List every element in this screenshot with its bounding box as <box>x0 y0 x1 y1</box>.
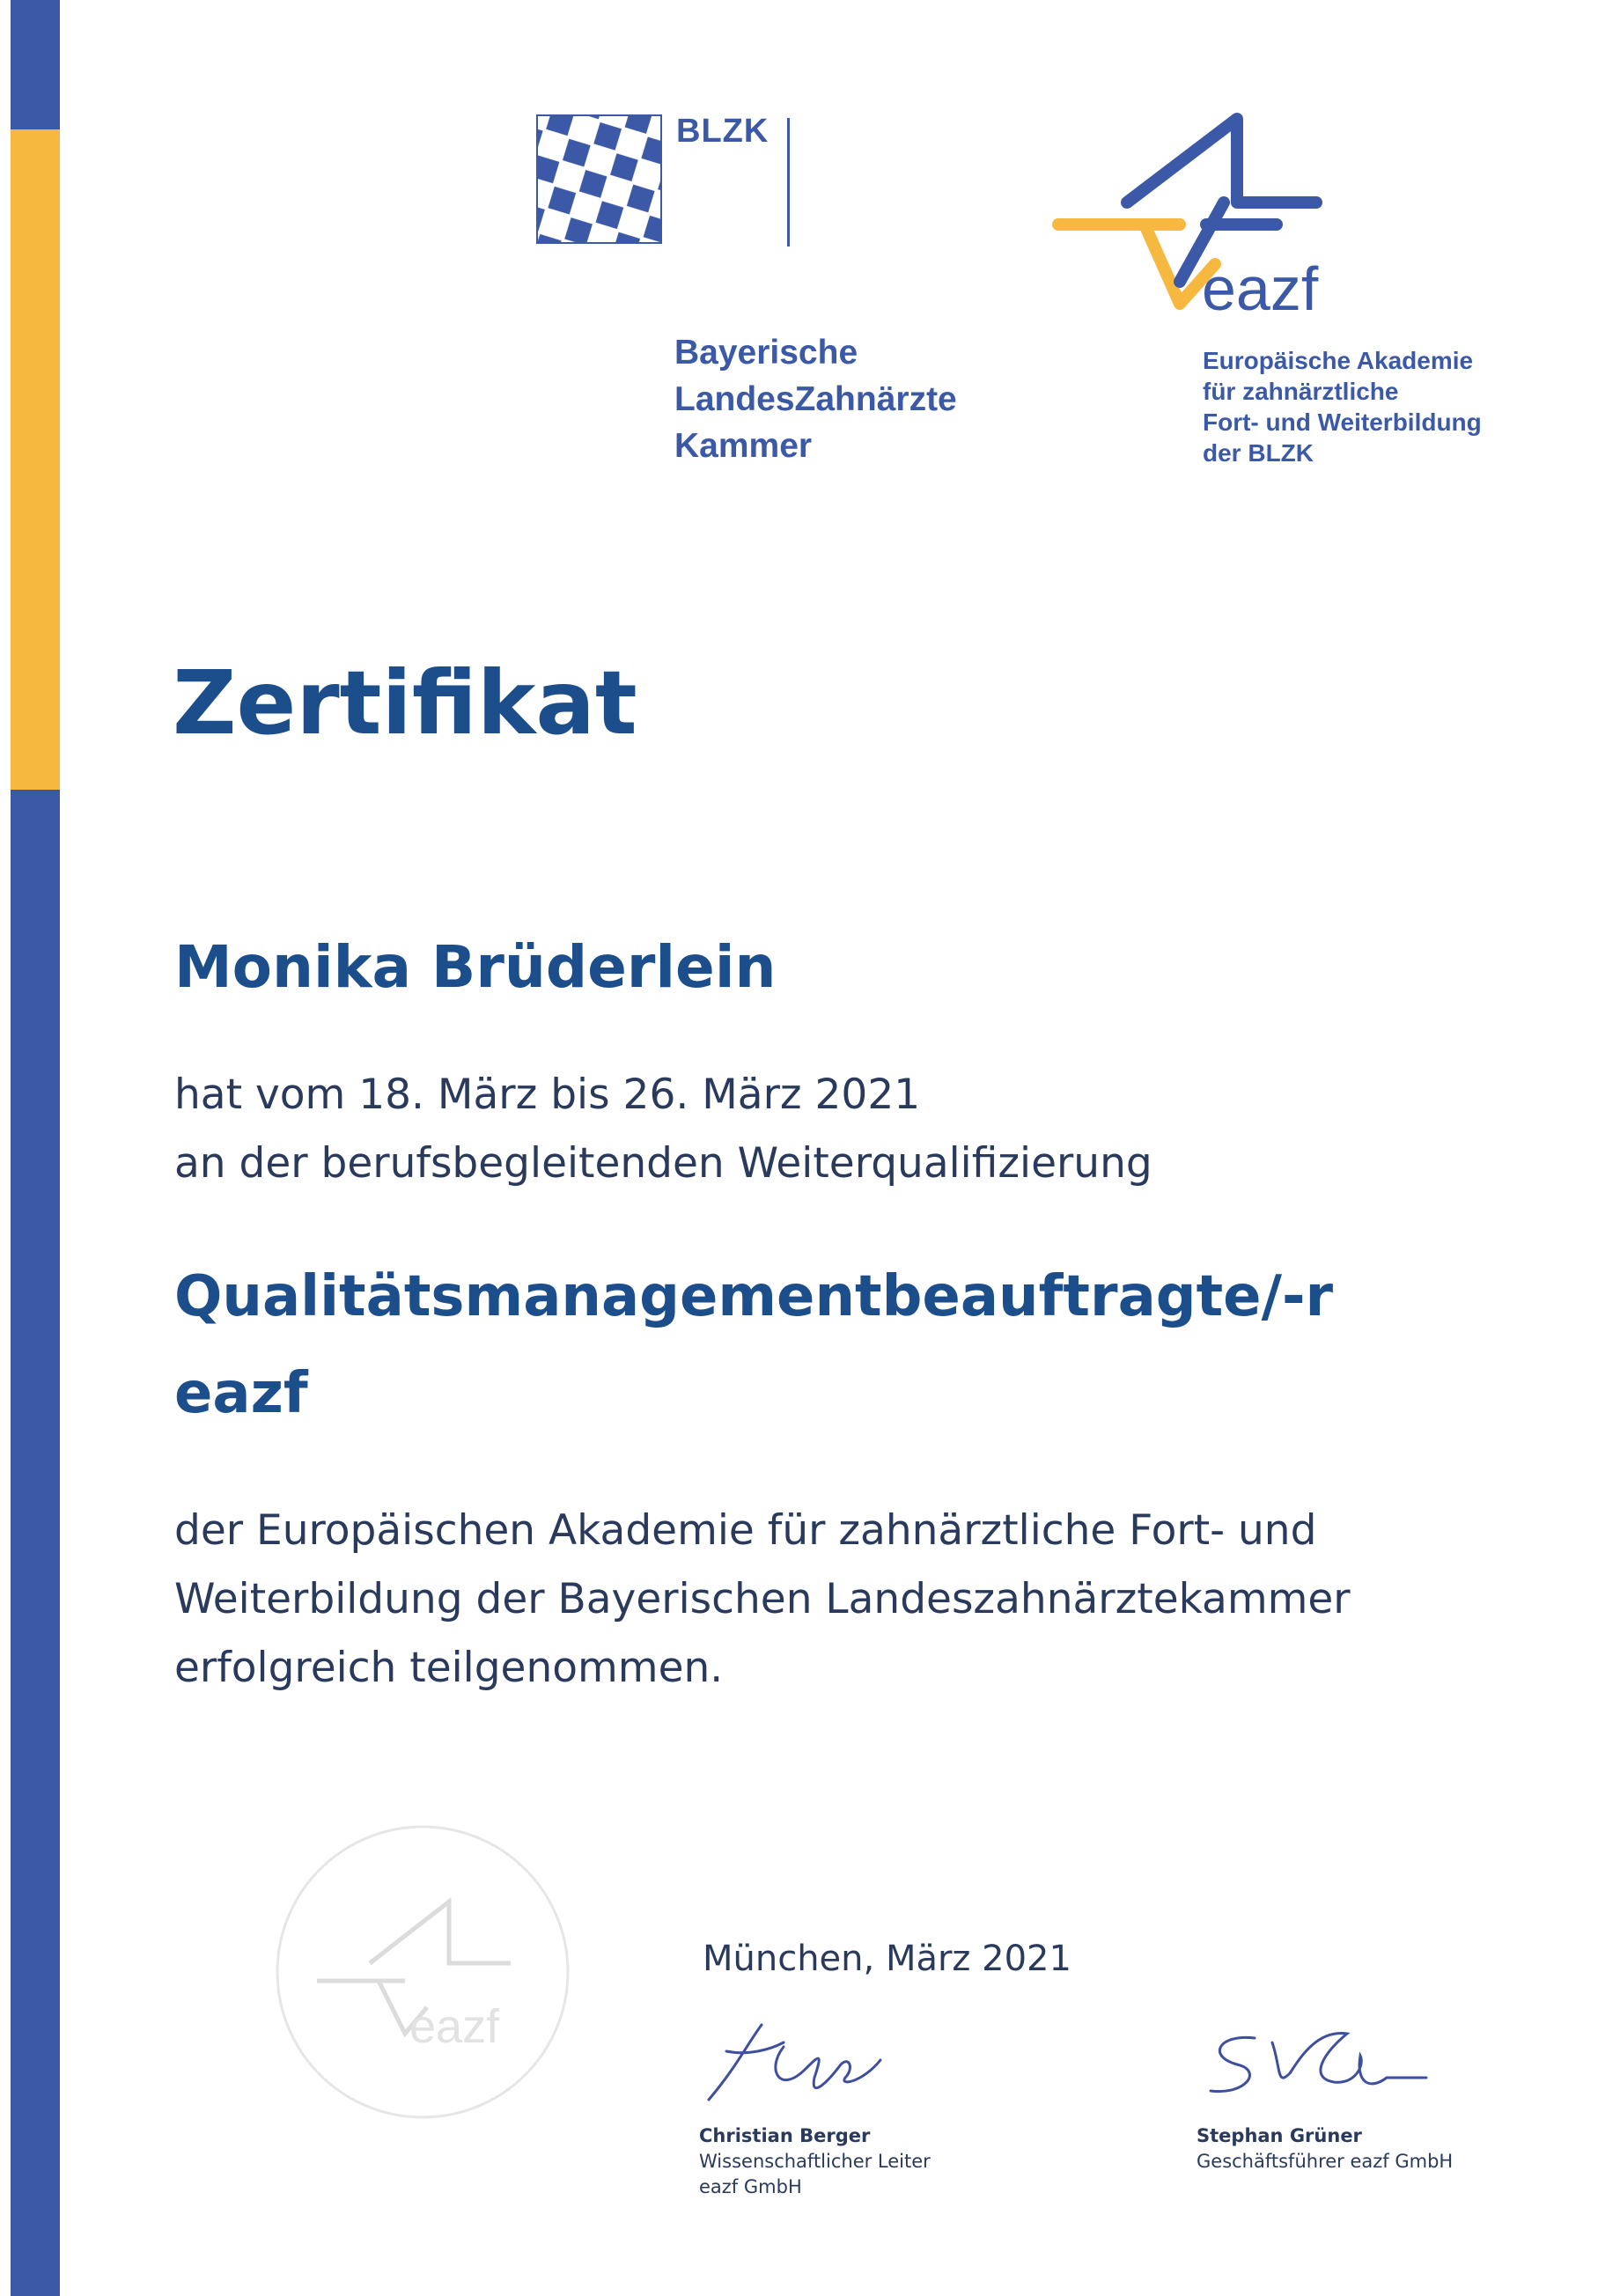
signatory-right <box>1197 2123 1453 2175</box>
bavarian-lozenge-flag-icon <box>536 114 662 244</box>
left-stripe-yellow <box>11 129 60 790</box>
signature-stephan-gruener-icon <box>1193 2016 1431 2113</box>
course-title-line: Qualitätsmanagementbeauftragte/-r <box>174 1264 1334 1329</box>
certificate-title: Zertifikat <box>173 651 637 754</box>
closing-line: der Europäischen Akademie für zahnärztliche Fort- und <box>174 1506 1317 1555</box>
logo-divider <box>787 118 790 247</box>
signatory-name: Stephan Grüner <box>1197 2125 1362 2146</box>
closing-line: Weiterbildung der Bayerischen Landeszahnärztekammer <box>174 1575 1351 1623</box>
recipient-name: Monika Brüderlein <box>174 933 777 1001</box>
embossed-seal-icon <box>273 1822 572 2122</box>
signatory-left <box>699 2123 931 2200</box>
seal-text: eazf <box>409 2000 500 2053</box>
course-title-line: eazf <box>174 1361 308 1426</box>
eazf-full-name <box>1203 345 1482 468</box>
course-intro-line: an der berufsbegleitenden Weiterqualifizierung <box>174 1139 1152 1188</box>
left-stripe-blue-bottom <box>11 790 60 2296</box>
closing-line: erfolgreich teilgenommen. <box>174 1644 724 1692</box>
blzk-name-line: Kammer <box>674 427 813 465</box>
eazf-name-line: Fort- und Weiterbildung <box>1203 408 1482 436</box>
eazf-name-line: für zahnärztliche <box>1203 378 1399 405</box>
blzk-abbreviation: BLZK <box>676 113 770 150</box>
date-range-line: hat vom 18. März bis 26. März 2021 <box>174 1071 921 1119</box>
signatory-role: Wissenschaftlicher Leiter <box>699 2151 931 2172</box>
closing-statement <box>174 1497 1351 1703</box>
left-stripe-blue-top <box>11 0 60 129</box>
signatory-org: eazf GmbH <box>699 2176 802 2197</box>
eazf-wordmark: eazf <box>1202 254 1319 323</box>
eazf-name-line: der BLZK <box>1203 439 1314 467</box>
signatory-role: Geschäftsführer eazf GmbH <box>1197 2151 1454 2172</box>
blzk-name-line: LandesZahnärzte <box>674 380 957 418</box>
place-and-date: München, März 2021 <box>703 1939 1071 1979</box>
blzk-name-line: Bayerische <box>674 334 858 372</box>
blzk-full-name <box>674 329 957 469</box>
eazf-name-line: Europäische Akademie <box>1203 347 1474 374</box>
course-title <box>174 1248 1333 1442</box>
signature-christian-berger-icon <box>700 2016 894 2113</box>
signatory-name: Christian Berger <box>699 2125 871 2146</box>
